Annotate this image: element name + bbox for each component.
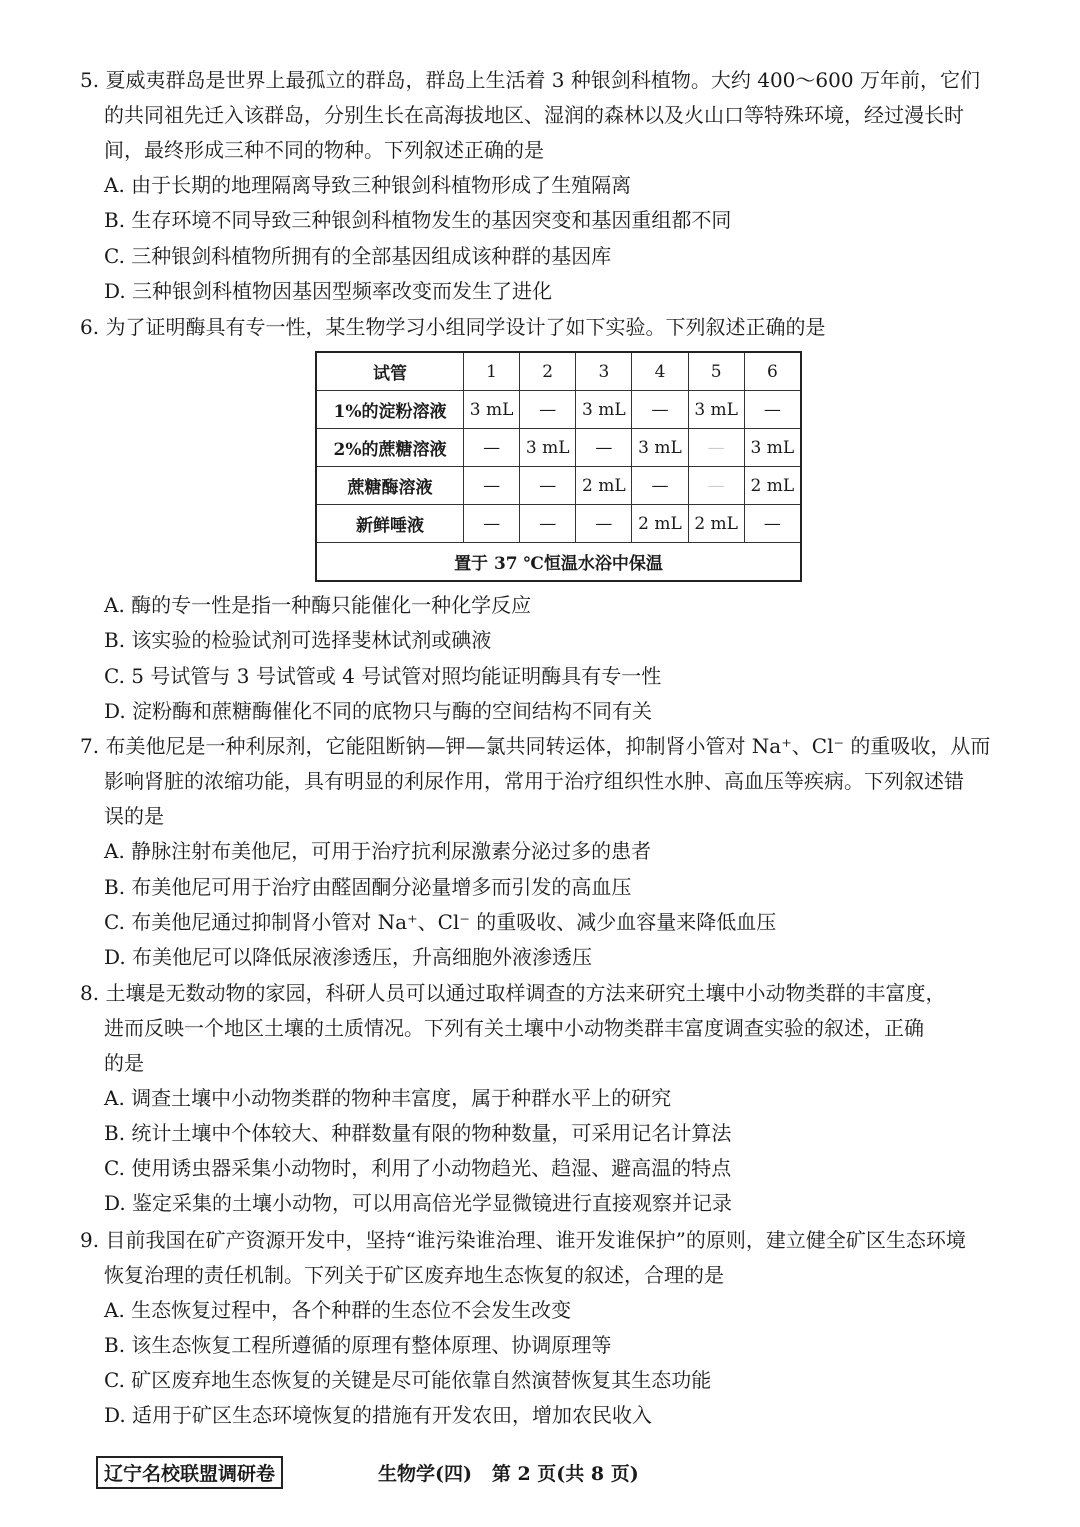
q9-stem-line: 恢复治理的责任机制。下列关于矿区废弃地生态恢复的叙述，合理的是 [104,1263,724,1287]
q6-option-D: D. 淀粉酶和蔗糖酶催化不同的底物只与酶的空间结构不同有关 [104,699,653,723]
table-cell: — [688,467,744,505]
table-cell: 2 mL [744,467,801,505]
table-cell: 3 mL [688,391,744,429]
table-cell: 2 mL [576,467,632,505]
table-cell: — [464,467,520,505]
q5-option-C: C. 三种银剑科植物所拥有的全部基因组成该种群的基因库 [104,244,612,268]
table-cell: 1 [464,352,520,391]
q9-option-D: D. 适用于矿区生态环境恢复的措施有开发农田，增加农民收入 [104,1403,653,1427]
table-row [316,467,801,505]
table-footer-row [316,543,801,582]
table-cell: 3 mL [464,391,520,429]
table-cell: 试管 [316,352,464,391]
table-cell: 2 mL [688,505,744,543]
table-cell: 1%的淀粉溶液 [316,391,464,429]
q7-stem-line: 影响肾脏的浓缩功能，具有明显的利尿作用，常用于治疗组织性水肿、高血压等疾病。下列叙述错 [104,769,964,793]
table-cell: — [576,505,632,543]
table-cell: 3 [576,352,632,391]
q8-stem-line: 8. 土壤是无数动物的家园，科研人员可以通过取样调查的方法来研究土壤中小动物类群的丰富度， [80,981,946,1005]
q6-option-A: A. 酶的专一性是指一种酶只能催化一种化学反应 [104,593,532,617]
q8-option-A: A. 调查土壤中小动物类群的物种丰富度，属于种群水平上的研究 [104,1086,672,1110]
table-cell: 4 [632,352,688,391]
table-footer-note: 置于 37 ℃恒温水浴中保温 [316,543,801,582]
page-indicator: 生物学(四) 第 2 页(共 8 页) [378,1463,639,1485]
table-cell: 3 mL [632,429,688,467]
table-cell: — [520,467,576,505]
table-cell: — [464,429,520,467]
q9-option-B: B. 该生态恢复工程所遵循的原理有整体原理、协调原理等 [104,1333,612,1357]
q5-stem-line: 间，最终形成三种不同的物种。下列叙述正确的是 [104,138,544,162]
q8-option-C: C. 使用诱虫器采集小动物时，利用了小动物趋光、趋湿、避高温的特点 [104,1156,732,1180]
table-cell: 2 mL [632,505,688,543]
q8-stem-line: 的是 [104,1051,144,1075]
table-cell: — [632,467,688,505]
table-cell: 3 mL [576,391,632,429]
table-cell: — [464,505,520,543]
q7-option-A: A. 静脉注射布美他尼，可用于治疗抗利尿激素分泌过多的患者 [104,839,652,863]
q5-stem-line: 5. 夏威夷群岛是世界上最孤立的群岛，群岛上生活着 3 种银剑科植物。大约 400～600 万年前，它们 [80,68,980,92]
q7-option-B: B. 布美他尼可用于治疗由醛固酮分泌量增多而引发的高血压 [104,875,632,899]
table-cell: — [632,391,688,429]
experiment-table [315,351,802,582]
q9-option-C: C. 矿区废弃地生态恢复的关键是尽可能依靠自然演替恢复其生态功能 [104,1368,712,1392]
q6-stem-line: 6. 为了证明酶具有专一性，某生物学习小组同学设计了如下实验。下列叙述正确的是 [80,315,826,339]
q6-option-C: C. 5 号试管与 3 号试管或 4 号试管对照均能证明酶具有专一性 [104,664,662,688]
q9-stem-line: 9. 目前我国在矿产资源开发中，坚持“谁污染谁治理、谁开发谁保护”的原则，建立健全矿区生态环境 [80,1228,966,1252]
exam-name-box: 辽宁名校联盟调研卷 [96,1456,283,1489]
table-cell: — [576,429,632,467]
q7-stem-line: 误的是 [104,804,164,828]
table-cell: 5 [688,352,744,391]
q8-stem-line: 进而反映一个地区土壤的土质情况。下列有关土壤中小动物类群丰富度调查实验的叙述，正确 [104,1016,924,1040]
table-cell: 3 mL [744,429,801,467]
table-cell: 蔗糖酶溶液 [316,467,464,505]
table-cell: 3 mL [520,429,576,467]
q8-option-D: D. 鉴定采集的土壤小动物，可以用高倍光学显微镜进行直接观察并记录 [104,1191,733,1215]
table-row [316,429,801,467]
q8-option-B: B. 统计土壤中个体较大、种群数量有限的物种数量，可采用记名计算法 [104,1121,732,1145]
table-cell: — [520,505,576,543]
table-cell: 2%的蔗糖溶液 [316,429,464,467]
q5-stem-line: 的共同祖先迁入该群岛，分别生长在高海拔地区、湿润的森林以及火山口等特殊环境，经过漫长时 [104,103,964,127]
table-row [316,391,801,429]
q6-option-B: B. 该实验的检验试剂可选择斐林试剂或碘液 [104,628,492,652]
table-cell: 6 [744,352,801,391]
q5-option-D: D. 三种银剑科植物因基因型频率改变而发生了进化 [104,279,553,303]
table-cell: — [688,429,744,467]
table-cell: — [744,391,801,429]
q7-option-C: C. 布美他尼通过抑制肾小管对 Na⁺、Cl⁻ 的重吸收、减少血容量来降低血压 [104,910,777,934]
table-cell: — [520,391,576,429]
table-row [316,505,801,543]
q5-option-A: A. 由于长期的地理隔离导致三种银剑科植物形成了生殖隔离 [104,173,632,197]
q9-option-A: A. 生态恢复过程中，各个种群的生态位不会发生改变 [104,1298,572,1322]
table-cell: 新鲜唾液 [316,505,464,543]
q7-stem-line: 7. 布美他尼是一种利尿剂，它能阻断钠—钾—氯共同转运体，抑制肾小管对 Na⁺、Cl⁻ 的重吸收，从而 [80,734,991,758]
table-cell: — [744,505,801,543]
q7-option-D: D. 布美他尼可以降低尿液渗透压，升高细胞外液渗透压 [104,945,593,969]
table-cell: 2 [520,352,576,391]
q5-option-B: B. 生存环境不同导致三种银剑科植物发生的基因突变和基因重组都不同 [104,208,732,232]
table-header-row [316,352,801,391]
